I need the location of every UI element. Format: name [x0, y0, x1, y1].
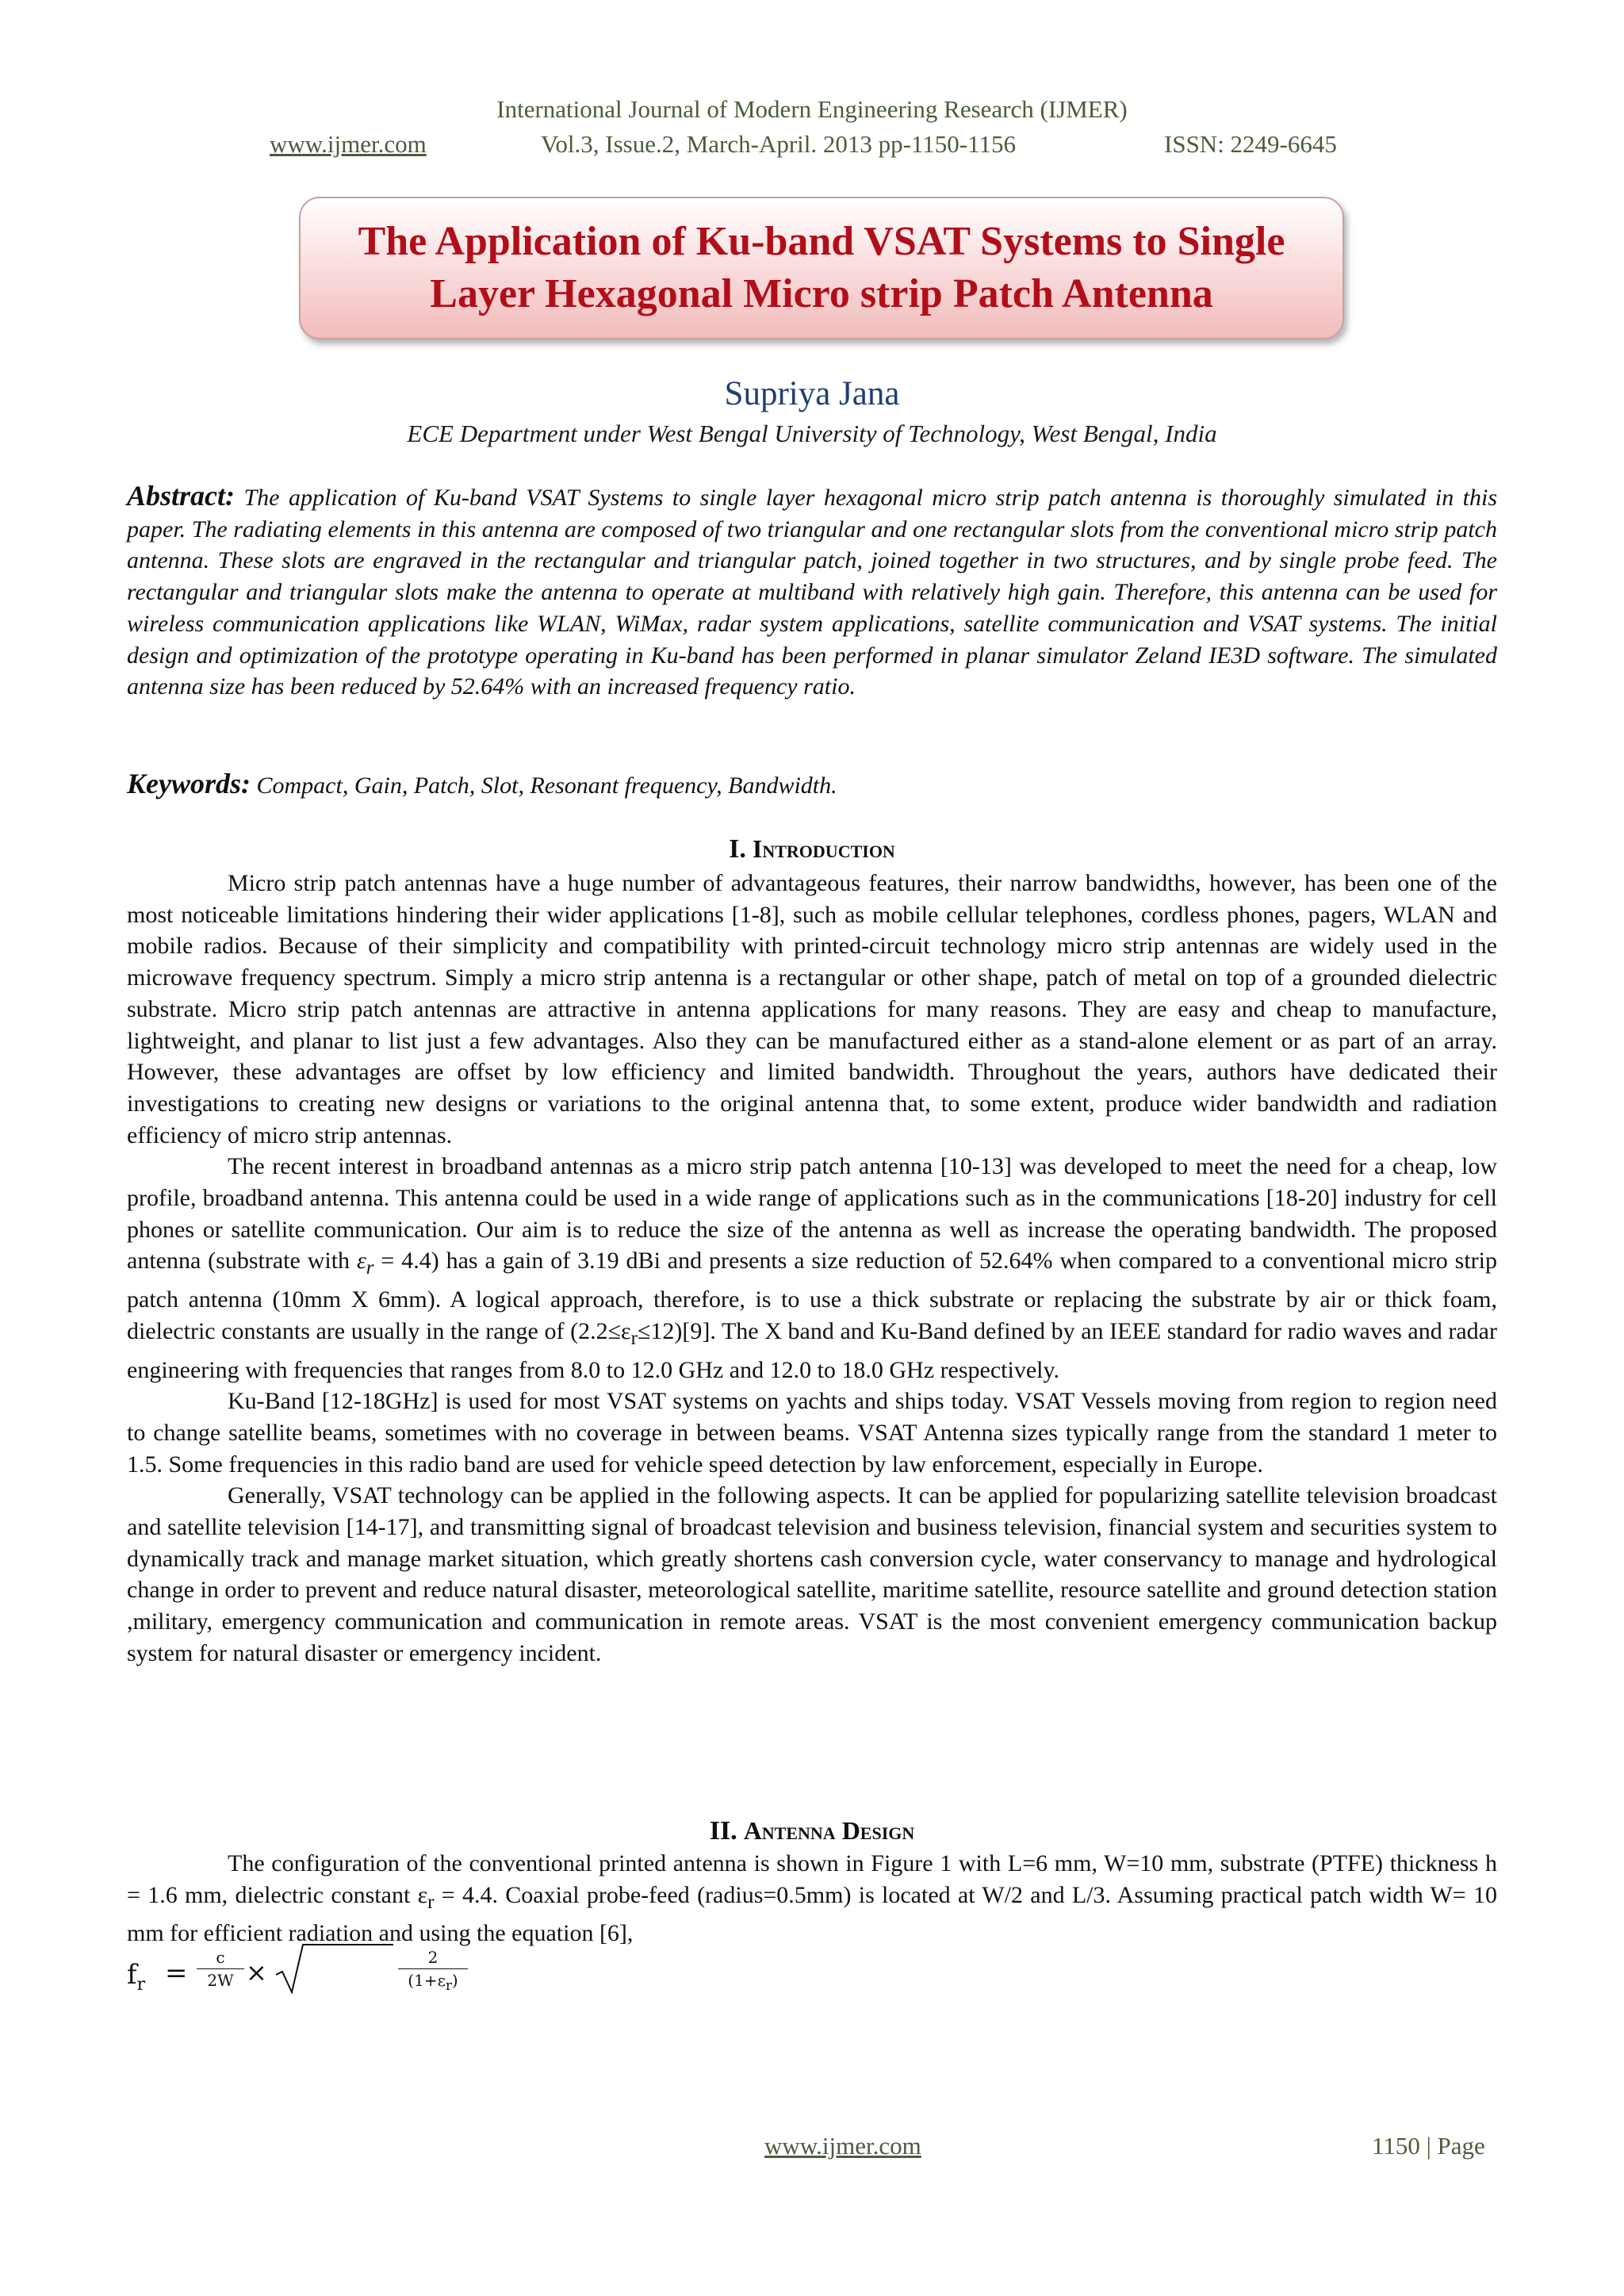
- abstract-label: Abstract:: [127, 480, 236, 512]
- design-paragraph-1: [127, 1848, 1497, 1949]
- square-root-symbol: [276, 1941, 393, 1994]
- design-p1-part-b: = 4.4. Coaxial probe-feed (radius=0.5mm) is located at W/2 and L/3. Assuming practical patch width W= 10 mm for efficient radiation and using the equation [6],: [127, 1881, 1497, 1947]
- keywords-label: Keywords:: [127, 768, 251, 799]
- intro-p2-part-b: = 4.4) has a gain of 3.19 dBi and presents a size reduction of 52.64% when compared to a conventional micro strip patch antenna (10mm X 6mm). A logical approach, therefore, is to use a thick substrate or replacing the substrate by air or thick foam, dielectric constants are usually in the range of (2.2≤ε: [127, 1248, 1498, 1344]
- section-title: Introduction: [752, 834, 895, 863]
- intro-paragraph-1: Micro strip patch antennas have a huge number of advantageous features, their narrow bandwidths, however, has been one of the most noticeable limitations hindering their wider applications [1-8], such as mobile cellular telephones, cordless phones, pagers, WLAN and mobile radios. Because of their simplicity and compatibility with printed-circuit technology micro strip antennas are widely used in the microwave frequency spectrum. Simply a micro strip antenna is a rectangular or other shape, patch of metal on top of a grounded dielectric substrate. Micro strip patch antennas are attractive in antenna applications for many reasons. They are easy and cheap to manufacture, lightweight, and planar to list just a few advantages. Also they can be manufactured either as a stand-alone element or as part of an array. However, these advantages are offset by low efficiency and limited bandwidth. Throughout the years, authors have dedicated their investigations to creating new designs or variations to the original antenna that, to some extent, produce wider bandwidth and radiation efficiency of micro strip antennas.: [127, 870, 1497, 1148]
- author-affiliation: ECE Department under West Bengal University of Technology, West Bengal, India: [407, 420, 1217, 447]
- section-heading-introduction: [0, 834, 1624, 864]
- denominator-subscript: r: [445, 1978, 452, 1993]
- intro-paragraph-4: Generally, VSAT technology can be applied in the following aspects. It can be applied for popularizing satellite television broadcast and satellite television [14-17], and transmitting signal of broadcast television and business television, financial system and securities system to dynamically track and manage market situation, which greatly shortens cash conversion cycle, water conservancy to manage and hydrological change in order to prevent and reduce natural disaster, meteorological satellite, maritime satellite, resource satellite and ground detection station ,military, emergency communication and communication in remote areas. VSAT is the most convenient emergency communication backup system for natural disaster or emergency incident.: [127, 1482, 1497, 1666]
- fraction-numerator: c: [197, 1948, 244, 1969]
- equation-lhs-symbol: f: [127, 1959, 137, 1991]
- introduction-body: [127, 868, 1497, 1669]
- issn-info: ISSN: 2249-6645: [1164, 130, 1337, 158]
- antenna-design-body: [127, 1848, 1497, 1949]
- keywords: [127, 769, 1497, 802]
- epsilon-subscript: r: [427, 1891, 435, 1913]
- journal-name: International Journal of Modern Engineering Research (IJMER): [496, 95, 1128, 123]
- fraction-c-over-2w: [197, 1948, 244, 1990]
- section-heading-antenna-design: [0, 1816, 1624, 1846]
- abstract-text: The application of Ku-band VSAT Systems to single layer hexagonal micro strip patch antenna is thoroughly simulated in this paper. The radiating elements in this antenna are composed of two triangular and one rectangular slots from the conventional micro strip patch antenna. These slots are engraved in the rectangular and triangular patch, joined together in two structures, and by single probe feed. The rectangular and triangular slots make the antenna to operate at multiband with relatively high gain. Therefore, this antenna can be used for wireless communication applications like WLAN, WiMax, radar system applications, satellite communication and VSAT systems. The initial design and optimization of the prototype operating in Ku-band has been performed in planar simulator Zeland IE3D software. The simulated antenna size has been reduced by 52.64% with an increased frequency ratio.: [127, 485, 1498, 700]
- fraction-denominator: 2W: [207, 1971, 234, 1990]
- intro-p2-part-c: ≤12)[9]. The X band and Ku-Band defined by an IEEE standard for radio waves and radar engineering with frequencies that ranges from 8.0 to 12.0 GHz and 12.0 to 18.0 GHz respectively.: [127, 1317, 1497, 1383]
- intro-paragraph-3: Ku-Band [12-18GHz] is used for most VSAT systems on yachts and ships today. VSAT Vessels moving from region to region need to change satellite beams, sometimes with no coverage in between beams. VSAT Antenna sizes typically range from the standard 1 meter to 1.5. Some frequencies in this radio band are used for vehicle speed detection by law enforcement, especially in Europe.: [127, 1388, 1497, 1478]
- section-number: I.: [729, 834, 746, 864]
- volume-info: Vol.3, Issue.2, March-April. 2013 pp-1150-1156: [541, 130, 1016, 158]
- journal-url-link[interactable]: www.ijmer.com: [270, 130, 427, 158]
- keywords-text: Compact, Gain, Patch, Slot, Resonant frequency, Bandwidth.: [256, 772, 837, 799]
- intro-paragraph-2: [127, 1151, 1497, 1386]
- denominator-text: (1+ε: [408, 1971, 446, 1990]
- fraction-inside-root: [398, 1948, 468, 1993]
- journal-meta-row: [0, 130, 1624, 162]
- intro-p2-part-a: The recent interest in broadband antennas as a micro strip patch antenna [10-13] was developed to meet the need for a cheap, low profile, broadband antenna. This antenna could be used in a wide range of applications such as in the communications [18-20] industry for cell phones or satellite communication. Our aim is to reduce the size of the antenna as well as increase the operating bandwidth. The proposed antenna (substrate with: [127, 1153, 1497, 1274]
- title-box: [299, 197, 1344, 339]
- paper-title: The Application of Ku-band VSAT Systems to Single Layer Hexagonal Micro strip Patch Antenna: [358, 219, 1285, 316]
- denominator-close: ): [451, 1971, 458, 1990]
- equation-lhs-subscript: r: [136, 1974, 146, 1995]
- equals-sign: =: [165, 1957, 188, 1989]
- epsilon-symbol: ε: [356, 1248, 366, 1274]
- fraction-numerator: 2: [398, 1948, 468, 1969]
- design-p1-part-a: The configuration of the conventional printed antenna is shown in Figure 1 with L=6 mm, W=10 mm, substrate (PTFE) thickness h = 1.6 mm, dielectric constant ε: [127, 1850, 1497, 1908]
- section-number: II.: [709, 1816, 737, 1846]
- footer-url-link[interactable]: www.ijmer.com: [764, 2132, 921, 2160]
- fraction-denominator: [398, 1969, 468, 1993]
- epsilon-subscript: r: [366, 1257, 374, 1279]
- author-name: Supriya Jana: [724, 375, 900, 412]
- section-title: Antenna Design: [743, 1816, 915, 1845]
- epsilon-subscript-2: r: [630, 1327, 638, 1349]
- abstract: [127, 481, 1497, 703]
- times-sign: ×: [246, 1957, 267, 1987]
- page-number: 1150 | Page: [1372, 2132, 1485, 2160]
- equation-lhs: [127, 1959, 145, 1995]
